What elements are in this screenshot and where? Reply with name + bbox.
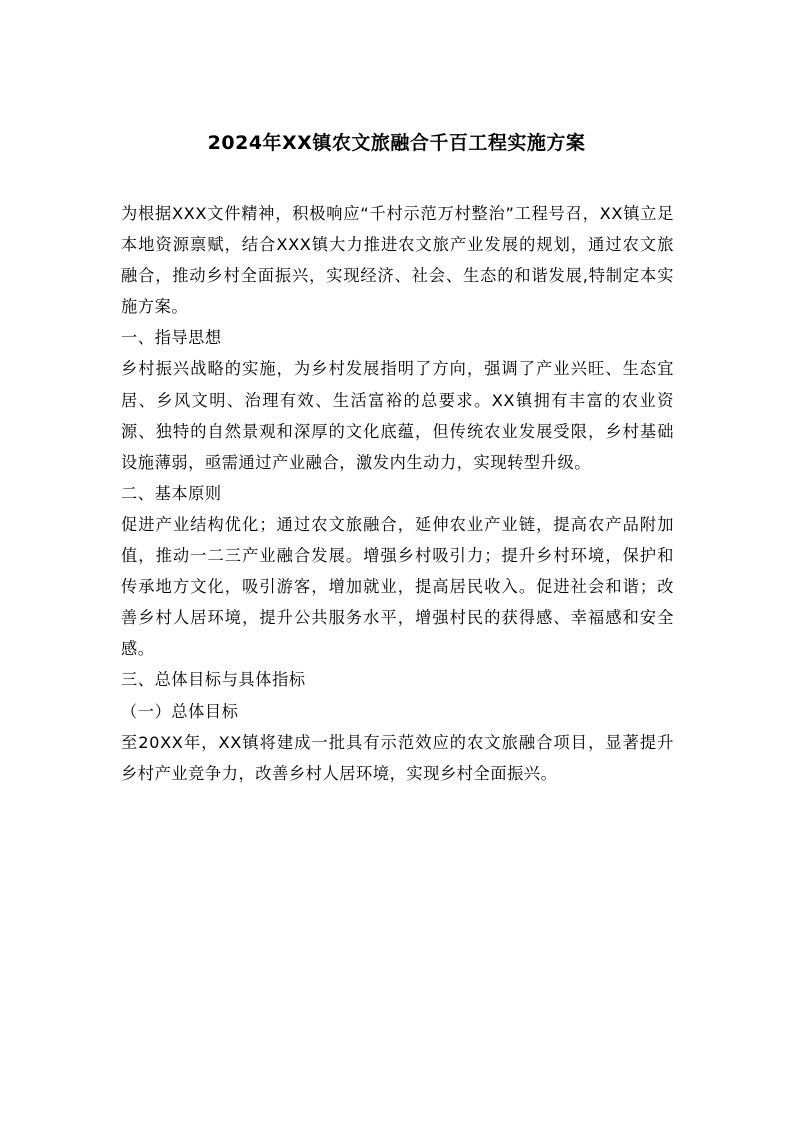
section-paragraph-guiding-ideology: 乡村振兴战略的实施，为乡村发展指明了方向，强调了产业兴旺、生态宜居、乡风文明、治理有效、生活富裕的总要求。XX镇拥有丰富的农业资源、独特的自然景观和深厚的文化底蕴，但传统农业发展受限，乡村基础设施薄弱，亟需通过产业融合，激发内生动力，实现转型升级。 — [121, 359, 674, 472]
document-title: 2024年XX镇农文旅融合千百工程实施方案 — [207, 132, 586, 154]
section-heading-guiding-ideology: 一、指导思想 — [121, 328, 222, 348]
subsection-heading-overall-goal: （一）总体目标 — [121, 701, 239, 721]
section-heading-basic-principles: 二、基本原则 — [121, 483, 222, 503]
section-heading-goals-and-indicators: 三、总体目标与具体指标 — [121, 670, 306, 690]
intro-paragraph: 为根据XXX文件精神，积极响应“千村示范万村整治”工程号召，XX镇立足本地资源禀赋，结合XXX镇大力推进农文旅产业发展的规划，通过农文旅融合，推动乡村全面振兴，实现经济、社会、生态的和谐发展,特制定本实施方案。 — [121, 204, 674, 317]
section-paragraph-basic-principles: 促进产业结构优化；通过农文旅融合，延伸农业产业链，提高农产品附加值，推动一二三产业融合发展。增强乡村吸引力；提升乡村环境，保护和传承地方文化，吸引游客，增加就业，提高居民收入。促进社会和谐；改善乡村人居环境，提升公共服务水平，增强村民的获得感、幸福感和安全感。 — [121, 514, 674, 659]
subsection-paragraph-overall-goal: 至20XX年，XX镇将建成一批具有示范效应的农文旅融合项目，显著提升乡村产业竞争力，改善乡村人居环境，实现乡村全面振兴。 — [121, 732, 674, 783]
document-body — [121, 198, 674, 789]
